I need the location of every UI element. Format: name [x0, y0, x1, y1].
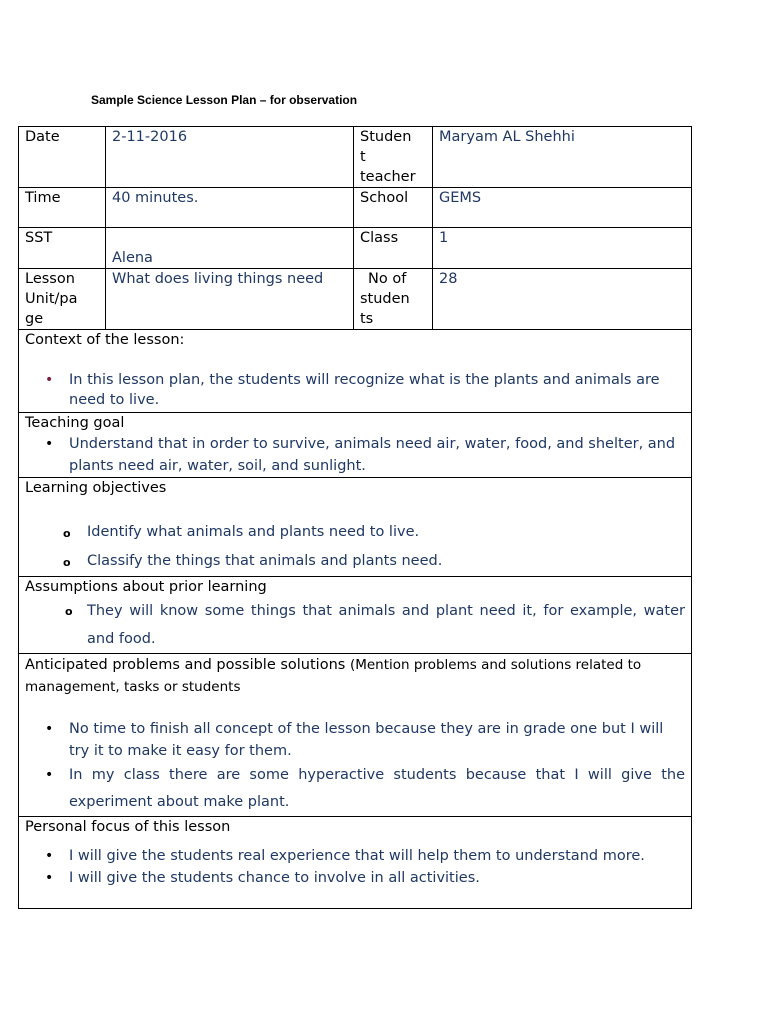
time-label: Time [25, 190, 61, 206]
student-teacher-label-2: t [360, 149, 366, 165]
section-teaching-goal [19, 413, 692, 478]
list-item: • In my class there are some hyperactive students because that I will give the experiment about make plant. [25, 762, 685, 816]
circle-bullet-icon: o [63, 527, 71, 540]
bullet-icon: • [45, 436, 54, 452]
list-item: • Understand that in order to survive, animals need air, water, food, and shelter, and plants need air, water, soil, and sunlight. [25, 433, 685, 477]
teaching-goal-list [25, 433, 685, 477]
problems-note: (Mention problems and solutions related to management, tasks or students [25, 657, 642, 695]
student-teacher-label-1: Studen [360, 129, 412, 145]
section-objectives [19, 478, 692, 577]
list-item: o They will know some things that animals and plant need it, for example, water and food. [25, 597, 685, 653]
context-list [25, 370, 685, 410]
document-title: Sample Science Lesson Plan – for observation [91, 93, 358, 107]
bullet-icon: • [45, 721, 54, 737]
bullet-icon: • [45, 848, 54, 864]
list-item: o Identify what animals and plants need to live. [25, 518, 685, 547]
list-item: • No time to finish all concept of the lesson because they are in grade one but I will try it to make it easy for them. [25, 718, 685, 762]
num-students-label-1: No of [368, 271, 407, 287]
unit-label-3: ge [25, 311, 44, 327]
section-context [19, 330, 692, 413]
context-heading: Context of the lesson: [25, 332, 185, 348]
circle-bullet-icon: o [65, 605, 73, 618]
section-assumptions [19, 577, 692, 654]
sst-value: Alena [112, 250, 153, 266]
row-time [19, 188, 692, 228]
list-item: • In this lesson plan, the students will recognize what is the plants and animals are need to live. [45, 372, 660, 408]
num-students-label-3: ts [360, 311, 374, 327]
section-problems [19, 654, 692, 817]
focus-list [25, 845, 685, 889]
time-value: 40 minutes. [112, 190, 199, 206]
school-label: School [360, 190, 409, 206]
list-item: • I will give the students real experience that will help them to understand more. [25, 845, 685, 867]
num-students-value: 28 [439, 271, 458, 287]
school-value: GEMS [439, 190, 482, 206]
row-unit [19, 269, 692, 330]
student-teacher-value: Maryam AL Shehhi [439, 129, 575, 145]
section-focus [19, 817, 692, 909]
problems-list [25, 718, 685, 816]
sst-label: SST [25, 230, 53, 246]
assumptions-list [25, 597, 685, 653]
bullet-icon: • [45, 372, 54, 388]
class-label: Class [360, 230, 399, 246]
date-label: Date [25, 129, 60, 145]
bullet-icon: • [45, 870, 54, 886]
list-item: • I will give the students chance to involve in all activities. [25, 867, 685, 889]
unit-value: What does living things need [112, 271, 324, 287]
row-sst [19, 228, 692, 269]
list-item: o Classify the things that animals and plants need. [25, 547, 685, 576]
lesson-plan-table [18, 126, 692, 909]
assumptions-heading: Assumptions about prior learning [25, 579, 267, 595]
problems-heading: Anticipated problems and possible solutions [25, 657, 346, 673]
class-value: 1 [439, 230, 449, 246]
objectives-list [25, 518, 685, 576]
num-students-label-2: studen [360, 291, 410, 307]
circle-bullet-icon: o [63, 556, 71, 569]
date-value: 2-11-2016 [112, 129, 188, 145]
bullet-icon: • [45, 767, 54, 783]
teaching-goal-heading: Teaching goal [25, 415, 125, 431]
student-teacher-label-3: teacher [360, 169, 416, 185]
focus-heading: Personal focus of this lesson [25, 819, 231, 835]
objectives-heading: Learning objectives [25, 480, 167, 496]
unit-label-2: Unit/pa [25, 291, 78, 307]
row-date [19, 127, 692, 188]
unit-label-1: Lesson [25, 271, 75, 287]
